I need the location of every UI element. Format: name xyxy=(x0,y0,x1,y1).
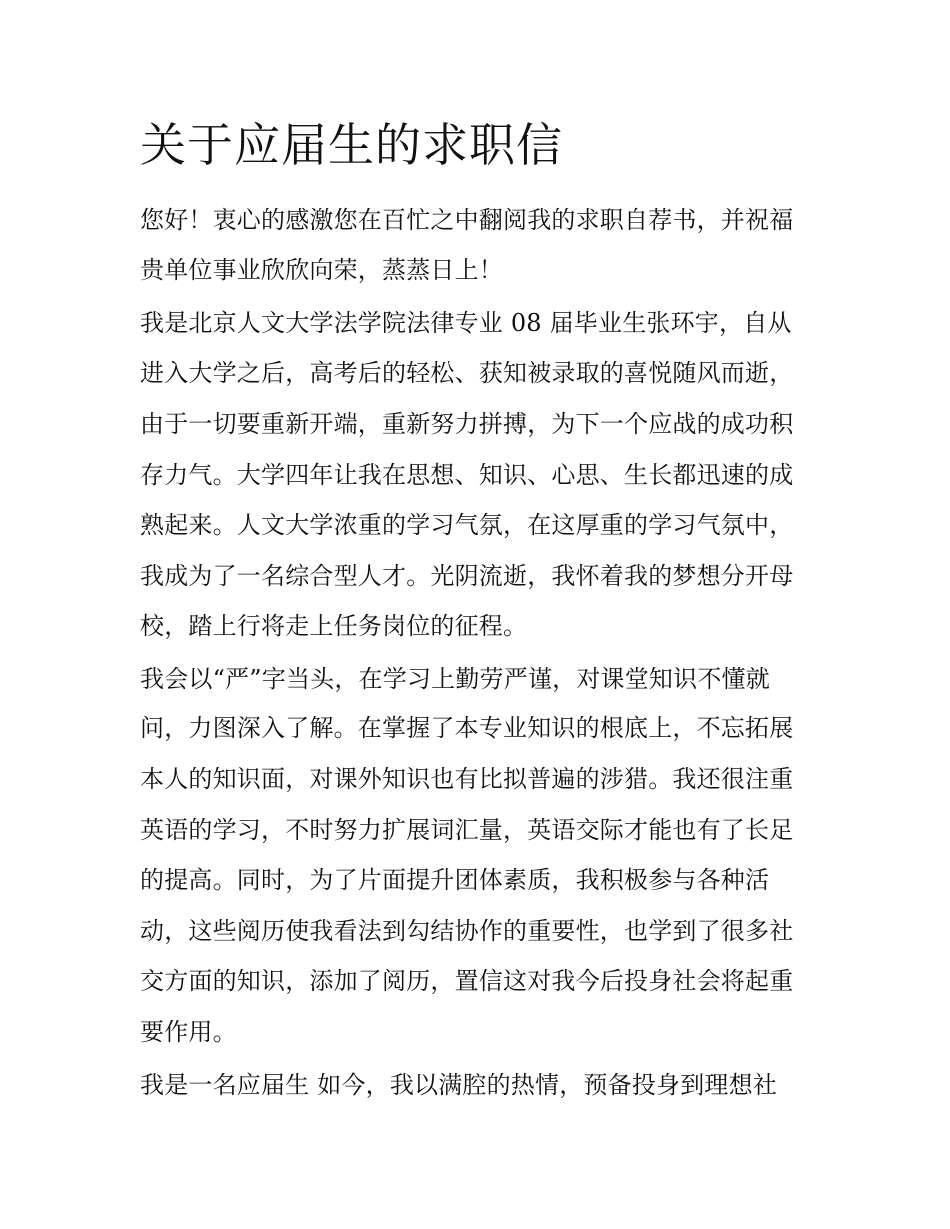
text-line: 由于一切要重新开端，重新努力拼搏，为下一个应战的成功积 xyxy=(140,410,794,438)
text-line: 贵单位事业欣欣向荣，蒸蒸日上！ xyxy=(140,256,503,284)
text-line: 我是北京人文大学法学院法律专业 08 届毕业生张环宇，自从 xyxy=(140,309,792,337)
text-line: 我是一名应届生 如今，我以满腔的热情，预备投身到理想社 xyxy=(140,1071,778,1099)
text-line: 存力气。大学四年让我在思想、知识、心思、生长都迅速的成 xyxy=(140,461,794,489)
text-line: 交方面的知识，添加了阅历，置信这对我今后投身社会将起重 xyxy=(140,967,794,995)
text-line: 您好！衷心的感激您在百忙之中翻阅我的求职自荐书，并祝福 xyxy=(140,206,794,234)
text-line: 校，踏上行将走上任务岗位的征程。 xyxy=(140,612,528,640)
text-line: 的提高。同时，为了片面提升团体素质，我积极参与各种活 xyxy=(140,866,770,894)
text-line: 本人的知识面，对课外知识也有比拟普遍的涉猎。我还很注重 xyxy=(140,765,794,793)
text-line: 问，力图深入了解。在掌握了本专业知识的根底上，不忘拓展 xyxy=(140,714,794,742)
text-line: 我会以“严”字当头，在学习上勤劳严谨，对课堂知识不懂就 xyxy=(140,665,770,693)
text-line: 我成为了一名综合型人才。光阴流逝，我怀着我的梦想分开母 xyxy=(140,562,794,590)
text-line: 熟起来。人文大学浓重的学习气氛，在这厚重的学习气氛中， xyxy=(140,511,794,539)
text-line: 要作用。 xyxy=(140,1018,237,1046)
text-line: 英语的学习，不时努力扩展词汇量，英语交际才能也有了长足 xyxy=(140,816,794,844)
document-title: 关于应届生的求职信 xyxy=(140,118,563,172)
text-line: 动，这些阅历使我看法到勾结协作的重要性，也学到了很多社 xyxy=(140,917,794,945)
text-line: 进入大学之后，高考后的轻松、获知被录取的喜悦随风而逝， xyxy=(140,359,794,387)
